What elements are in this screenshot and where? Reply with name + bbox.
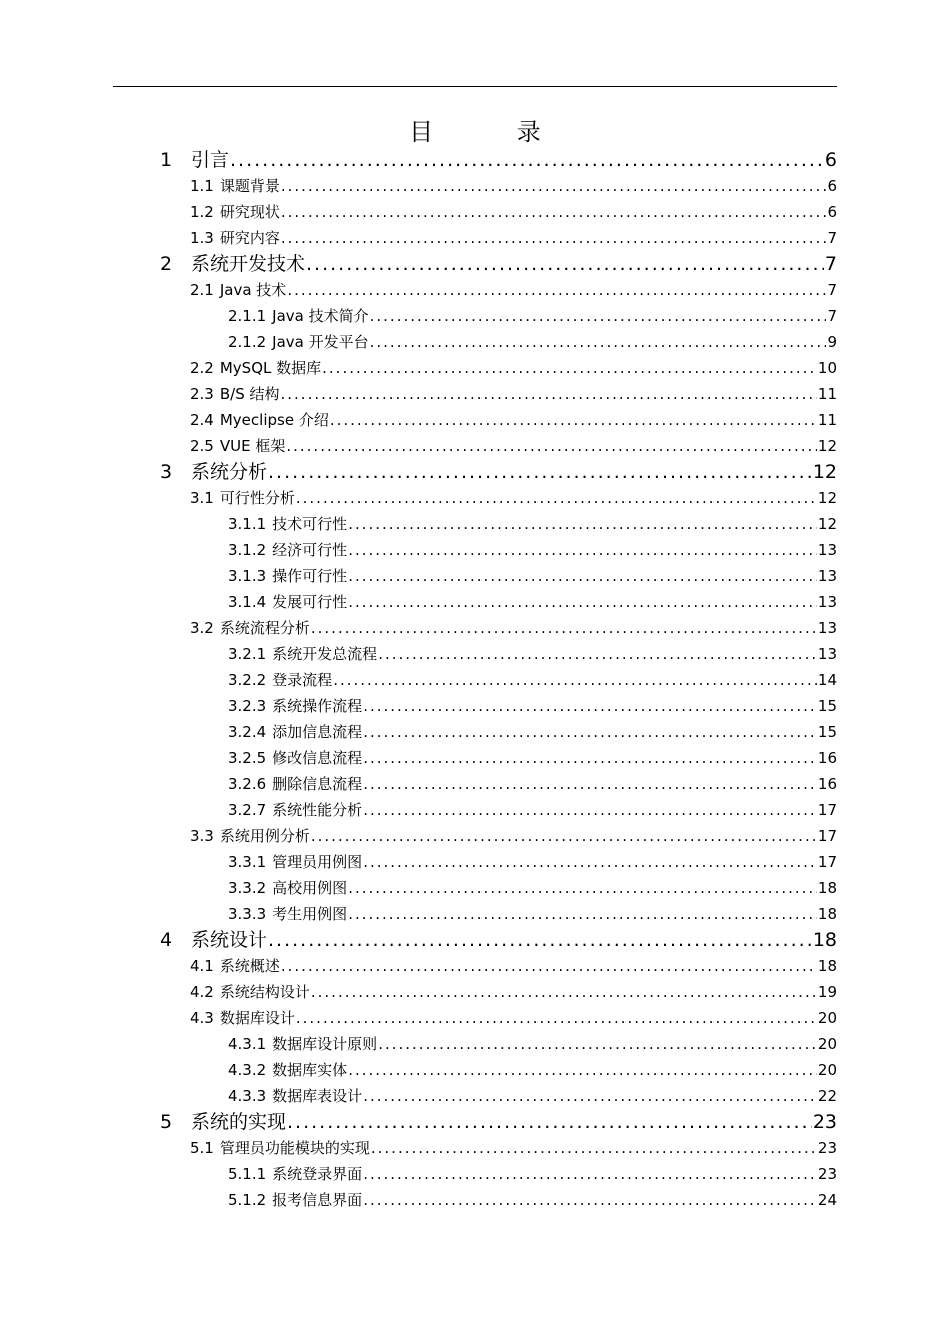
dot-leader [281,225,827,251]
dot-leader [363,693,817,719]
toc-entry[interactable] [190,979,837,1005]
toc-entry-number: 3.1.1 [228,515,267,533]
dot-leader [230,147,824,173]
toc-entry-page: 17 [817,801,837,819]
toc-entry-page: 18 [817,905,837,923]
dot-leader [370,329,827,355]
toc-entry[interactable] [190,381,837,407]
toc-entry[interactable] [190,1135,837,1161]
dot-leader [287,277,826,303]
toc-entry-page: 7 [827,307,837,325]
toc-entry-title: 经济可行性 [272,541,348,559]
toc-entry[interactable] [190,173,837,199]
dot-leader [296,485,817,511]
toc-entry-page: 19 [817,983,837,1001]
toc-entry-title: 系统分析 [191,461,268,483]
dot-leader [363,719,817,745]
toc-entry-page: 22 [817,1087,837,1105]
toc-entry-title: 系统结构设计 [219,983,310,1001]
toc-entry-title: 系统流程分析 [219,619,310,637]
toc-entry[interactable] [190,355,837,381]
dot-leader [281,173,827,199]
toc-entry[interactable] [228,563,837,589]
toc-entry-number: 3.1 [190,489,214,507]
toc-entry-page: 12 [817,515,837,533]
toc-entry-page: 11 [817,411,837,429]
toc-entry-title: 操作可行性 [272,567,348,585]
toc-entry-number: 2.1.2 [228,333,267,351]
toc-entry-page: 7 [827,281,837,299]
toc-entry-number: 3.3 [190,827,214,845]
toc-entry-title: MySQL 数据库 [219,359,322,377]
toc-entry-page: 23 [812,1111,837,1133]
toc-entry-page: 18 [817,957,837,975]
dot-leader [268,459,812,485]
toc-entry-page: 13 [817,541,837,559]
toc-entry-title: 删除信息流程 [272,775,363,793]
toc-entry[interactable] [228,303,837,329]
toc-entry-page: 13 [817,593,837,611]
dot-leader [311,823,817,849]
dot-leader [311,979,817,1005]
dot-leader [286,433,817,459]
toc-title: 目 录 [409,118,579,146]
toc-entry-number: 2.4 [190,411,214,429]
dot-leader [363,745,817,771]
toc-entry-title: Myeclipse 介绍 [219,411,329,429]
toc-entry-title: 课题背景 [219,177,280,195]
toc-entry-number: 3.2.1 [228,645,267,663]
toc-entry-number: 4.1 [190,957,214,975]
toc-entry-title: 系统用例分析 [219,827,310,845]
toc-entry-number: 2.5 [190,437,214,455]
toc-entry-title: 研究现状 [219,203,280,221]
toc-entry-number: 3.2.4 [228,723,267,741]
toc-entry-page: 12 [812,461,837,483]
toc-entry[interactable] [228,641,837,667]
dot-leader [370,303,827,329]
toc-entry-page: 15 [817,697,837,715]
dot-leader [363,797,817,823]
toc-entry-page: 23 [817,1165,837,1183]
toc-entry-title: 登录流程 [272,671,333,689]
toc-entry-title: 系统概述 [219,957,280,975]
toc-entry[interactable] [190,823,837,849]
toc-entry[interactable] [190,485,837,511]
dot-leader [378,641,817,667]
dot-leader [322,355,817,381]
toc-entry-number: 4.3 [190,1009,214,1027]
toc-entry-page: 23 [817,1139,837,1157]
dot-leader [363,771,817,797]
toc-entry-title: 系统设计 [191,929,268,951]
toc-entry-page: 16 [817,749,837,767]
toc-entry-title: 系统开发总流程 [272,645,378,663]
toc-entry-number: 5.1.1 [228,1165,267,1183]
dot-leader [306,251,824,277]
toc-entry-title: 引言 [191,149,230,171]
toc-entry-title: 系统操作流程 [272,697,363,715]
toc-entry-page: 18 [817,879,837,897]
toc-entry-title: Java 技术 [219,281,287,299]
toc-entry[interactable] [228,589,837,615]
dot-leader [348,901,817,927]
toc-entry-title: 高校用例图 [272,879,348,897]
toc-entry-page: 15 [817,723,837,741]
toc-entry[interactable] [228,667,837,693]
toc-entry-page: 17 [817,827,837,845]
toc-entry-number: 3.1.2 [228,541,267,559]
toc-entry[interactable] [228,1083,837,1109]
toc-entry[interactable] [228,849,837,875]
toc-entry-title: Java 技术简介 [272,307,369,325]
dot-leader [281,381,817,407]
toc-entry-page: 24 [817,1191,837,1209]
toc-entry-title: 管理员功能模块的实现 [219,1139,370,1157]
dot-leader [333,667,817,693]
toc-entry-page: 9 [827,333,837,351]
toc-entry-page: 20 [817,1035,837,1053]
toc-entry[interactable] [228,1161,837,1187]
toc-entry-number: 4 [160,929,173,951]
toc-entry[interactable] [190,1005,837,1031]
toc-entry-number: 2 [160,253,173,275]
toc-entry-title: 系统登录界面 [272,1165,363,1183]
toc-entry-page: 18 [812,929,837,951]
toc-entry-title: 系统的实现 [191,1111,287,1133]
toc-entry[interactable] [228,771,837,797]
toc-entry-page: 13 [817,567,837,585]
toc-entry-page: 17 [817,853,837,871]
toc-entry[interactable] [228,745,837,771]
toc-entry-page: 6 [827,203,837,221]
toc-entry-number: 1.3 [190,229,214,247]
toc-entry-page: 11 [817,385,837,403]
toc-entry-number: 4.3.2 [228,1061,267,1079]
toc-entry[interactable] [228,693,837,719]
toc-entry-page: 20 [817,1061,837,1079]
dot-leader [363,849,817,875]
toc-entry[interactable] [190,433,837,459]
toc-entry[interactable] [190,953,837,979]
toc-entry[interactable] [160,927,837,953]
toc-entry-number: 3 [160,461,173,483]
toc-entry-title: 数据库表设计 [272,1087,363,1105]
toc-entry-title: 技术可行性 [272,515,348,533]
toc-entry-number: 3.3.1 [228,853,267,871]
toc-entry[interactable] [190,277,837,303]
dot-leader [363,1187,817,1213]
dot-leader [371,1135,817,1161]
toc-entry-number: 5.1.2 [228,1191,267,1209]
toc-entry[interactable] [190,225,837,251]
toc-entry-page: 7 [827,229,837,247]
toc-entry-number: 3.2.7 [228,801,267,819]
toc-entry-number: 2.3 [190,385,214,403]
toc-entry-title: 系统开发技术 [191,253,306,275]
toc-entry-number: 1 [160,149,173,171]
toc-entry-page: 12 [817,489,837,507]
dot-leader [348,589,817,615]
toc-entry[interactable] [190,407,837,433]
dot-leader [348,511,817,537]
toc-entry-title: 数据库设计原则 [272,1035,378,1053]
toc-entry[interactable] [190,615,837,641]
toc-entry[interactable] [228,797,837,823]
toc-entry[interactable] [160,251,837,277]
toc-entry-page: 7 [824,253,837,275]
toc-entry-number: 3.3.2 [228,879,267,897]
dot-leader [348,563,817,589]
dot-leader [287,1109,812,1135]
toc-entry[interactable] [228,1057,837,1083]
toc-entry-title: 数据库设计 [219,1009,295,1027]
toc-entry-number: 3.1.4 [228,593,267,611]
dot-leader [281,953,817,979]
header-rule [113,86,837,87]
dot-leader [348,1057,817,1083]
toc-entry[interactable] [228,1187,837,1213]
dot-leader [363,1083,817,1109]
toc-entry-number: 1.2 [190,203,214,221]
toc-entry-page: 6 [824,149,837,171]
toc-entry-number: 4.3.1 [228,1035,267,1053]
toc-entry-number: 3.1.3 [228,567,267,585]
toc-entry[interactable] [228,901,837,927]
toc-entry[interactable] [160,147,837,173]
toc-entry[interactable] [228,537,837,563]
dot-leader [311,615,817,641]
toc-entry-page: 13 [817,645,837,663]
toc-entry-page: 10 [817,359,837,377]
toc-entry[interactable] [160,459,837,485]
toc-entry-title: VUE 框架 [219,437,286,455]
toc-entry-number: 4.3.3 [228,1087,267,1105]
toc-entry[interactable] [228,875,837,901]
toc-entry-title: 添加信息流程 [272,723,363,741]
toc-entry-number: 2.1.1 [228,307,267,325]
toc-entry-number: 1.1 [190,177,214,195]
toc-entry-title: 修改信息流程 [272,749,363,767]
toc-entry[interactable] [160,1109,837,1135]
toc-entry[interactable] [228,511,837,537]
dot-leader [348,537,817,563]
toc-entry[interactable] [228,1031,837,1057]
toc-entry-number: 3.2.6 [228,775,267,793]
dot-leader [348,875,817,901]
dot-leader [281,199,827,225]
toc-entry-number: 2.1 [190,281,214,299]
dot-leader [296,1005,817,1031]
toc-entry-title: 研究内容 [219,229,280,247]
toc-entry-page: 20 [817,1009,837,1027]
toc-entry-page: 16 [817,775,837,793]
toc-entry-number: 3.2.2 [228,671,267,689]
toc-entry-number: 4.2 [190,983,214,1001]
toc-entry-page: 6 [827,177,837,195]
toc-entry-number: 5 [160,1111,173,1133]
dot-leader [363,1161,817,1187]
toc-entry-title: 可行性分析 [219,489,295,507]
toc-entry[interactable] [228,329,837,355]
toc-entry-title: 数据库实体 [272,1061,348,1079]
toc-entry-title: 报考信息界面 [272,1191,363,1209]
toc-entry-number: 2.2 [190,359,214,377]
toc-entry-number: 5.1 [190,1139,214,1157]
toc-entry-number: 3.2.3 [228,697,267,715]
toc-entry-number: 3.2 [190,619,214,637]
toc-entry-number: 3.2.5 [228,749,267,767]
dot-leader [330,407,817,433]
toc-entry-page: 13 [817,619,837,637]
toc-entry-title: 发展可行性 [272,593,348,611]
toc-entry[interactable] [190,199,837,225]
toc-entry-page: 12 [817,437,837,455]
toc-entry-number: 3.3.3 [228,905,267,923]
toc-entry-page: 14 [817,671,837,689]
dot-leader [378,1031,817,1057]
toc-entry[interactable] [228,719,837,745]
toc-entry-title: Java 开发平台 [272,333,369,351]
dot-leader [268,927,812,953]
toc-entry-title: B/S 结构 [219,385,280,403]
toc-entry-title: 系统性能分析 [272,801,363,819]
toc-entry-title: 管理员用例图 [272,853,363,871]
toc-entry-title: 考生用例图 [272,905,348,923]
